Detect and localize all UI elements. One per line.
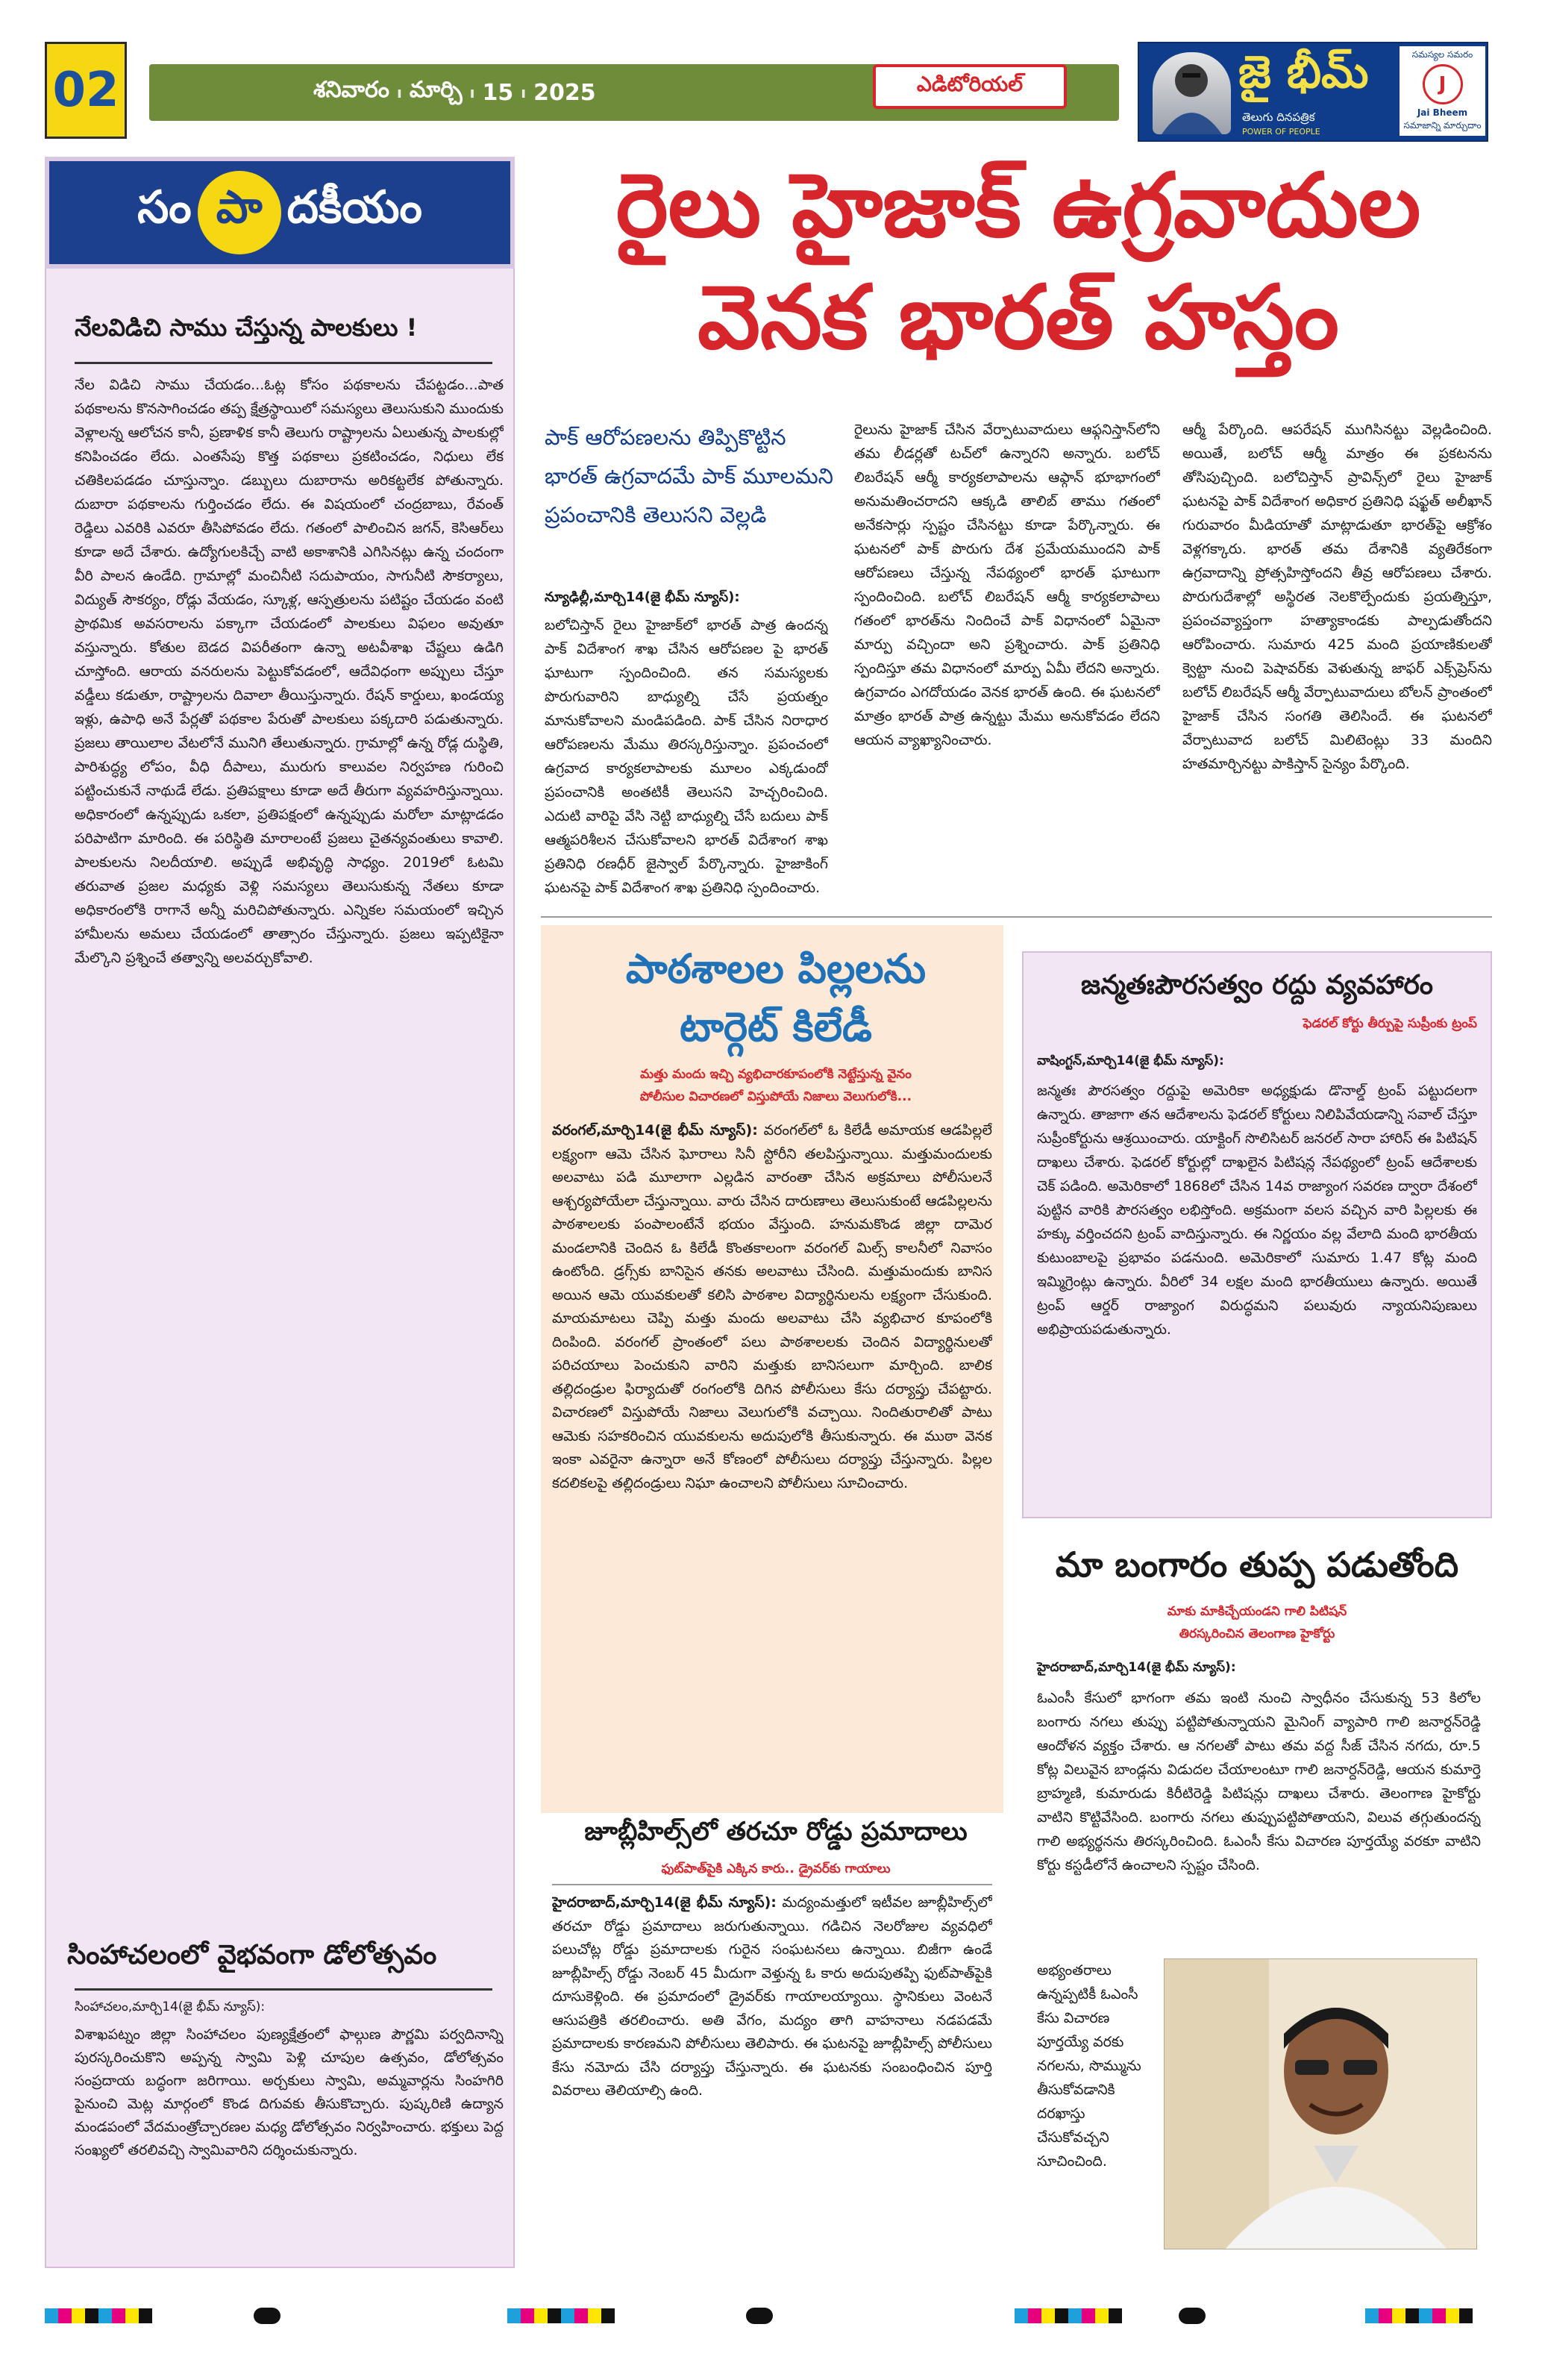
issue-year: 2025 (533, 79, 596, 106)
registration-swatch (574, 2308, 588, 2323)
schools-subheadline-2: పోలీసుల విచారణలో విస్తుపోయే నిజాలు వెలుగులోకి... (639, 1089, 912, 1104)
registration-swatch (601, 2308, 615, 2323)
issue-month: మార్చి (409, 77, 463, 103)
simhachalam-headline: సింహాచలంలో వైభవంగా డోలోత్సవం (67, 1940, 437, 1970)
gold-body: ఓఎంసీ కేసులో భాగంగా తమ ఇంటి నుంచి స్వాధీనం చేసుకున్న 53 కిలోల బంగారు నగలు తుప్పు పట్టిపోతున్నాయని మైనింగ్ వ్యాపారి గాలి జనార్దన్‌రెడ్డి ఆందోళన వ్యక్తం చేశారు. ఆ నగలతో పాటు తమ వద్ద సీజ్ చేసిన నగదు, రూ.5 కోట్ల విలువైన బాండ్లను విడుదల చేయాలంటూ గాలి జనార్దన్‌రెడ్డి, ఆయన కుమార్తె బ్రాహ్మణి, కుమారుడు కిరీటిరెడ్డి పిటిషన్లు దాఖలు చేశారు. తెలంగాణ హైకోర్టు వాటిని కొట్టివేసింది. బంగారు నగలు తుప్పుపట్టిపోతాయని, విలువ తగ్గుతుందన్న గాలి అభ్యర్థనను తిరస్కరించింది. ఓఎంసీ కేసు విచారణ పూర్తయ్యే వరకూ వాటిని కోర్టు కస్టడీలోనే ఉంచాలని స్పష్టం చేసింది. (1037, 1690, 1481, 1873)
main-story-column-3: ఆర్మీ పేర్కొంది. ఆపరేషన్ ముగిసినట్టు వెల్లడించింది. అయితే, బలోచ్ ఆర్మీ మాత్రం ఈ ప్రకటనను తోసిపుచ్చింది. బలోచిస్తాన్ ప్రావిన్స్‌లో రైలు హైజాక్ ఘటనపై పాక్ విదేశాంగ అధికార ప్రతినిధి షఫ్ఖత్ అలీఖాన్ గురువారం మీడియాతో మాట్లాడుతూ భారత్‌పై ఆక్రోశం వెళ్లగక్కారు. భారత్ తమ దేశానికి వ్యతిరేకంగా ఉగ్రవాదాన్ని ప్రోత్సహిస్తోందని తీవ్ర ఆరోపణలు చేశారు. పొరుగుదేశాల్లో అస్థిరత నెలకొల్పేందుకు ప్రయత్నిస్తూ, ప్రపంచవ్యాప్తంగా హత్యాకాండకు పాల్పడుతోందని ఆరోపించారు. సుమారు 425 మంది ప్రయాణికులతో క్వెట్టా నుంచి పెషావర్‌కు వెళుతున్న జాఫర్ ఎక్స్‌ప్రెస్‌ను బలోచ్ లిబరేషన్ ఆర్మీ వేర్పాటువాదులు బోలన్ ప్రాంతంలో హైజాక్ చేసిన సంగతి తెలిసిందే. ఈ ఘటనలో వేర్పాటువాద బలోచ్ మిలిటెంట్లు 33 మందిని హతమార్చినట్టు పాకిస్తాన్ సైన్యం పేర్కొంది. (1182, 422, 1492, 772)
registration-swatch (1446, 2308, 1459, 2323)
registration-swatch (125, 2308, 139, 2323)
registration-swatch (521, 2308, 534, 2323)
page-number: 02 (45, 42, 127, 139)
news-photo (1164, 1958, 1477, 2249)
registration-swatch (507, 2308, 521, 2323)
section-label: ఎడిటోరియల్ (873, 64, 1067, 109)
registration-swatch (98, 2308, 112, 2323)
main-headline-line1: రైలు హైజాక్ ఉగ్రవాదుల (615, 154, 1421, 257)
main-headline (545, 149, 1492, 395)
main-story-deck: పాక్ ఆరోపణలను తిప్పికొట్టిన భారత్ ఉగ్రవాదమే పాక్ మూలమని ప్రపంచానికి తెలుసని వెల్లడి (545, 425, 833, 527)
registration-swatch (1419, 2308, 1432, 2323)
story-divider (541, 916, 1492, 918)
simhachalam-dateline: సింహాచలం,మార్చి14(జై భీమ్ న్యూస్): (75, 1999, 266, 2014)
editorial-label (45, 157, 515, 269)
citizenship-dateline: వాషింగ్టన్,మార్చి14(జై భీమ్ న్యూస్): (1037, 1053, 1224, 1068)
registration-swatch (1109, 2308, 1122, 2323)
citizenship-headline: జన్మతఃపౌరసత్వం రద్దు వ్యవహారం (1080, 970, 1434, 1000)
news-photo-svg (1165, 1959, 1477, 2249)
registration-swatch (1405, 2308, 1419, 2323)
registration-swatch (139, 2308, 152, 2323)
print-registration-strip (0, 2298, 1542, 2335)
registration-pill (1179, 2308, 1206, 2324)
editorial-label-disc: పా (198, 171, 281, 254)
jubilee-divider (552, 1884, 992, 1885)
main-story-column-1: బలోచిస్తాన్ రైలు హైజాక్‌లో భారత్ పాత్ర ఉందన్న పాక్ విదేశాంగ శాఖ చేసిన ఆరోపణల పై భారత్ ఘాటుగా స్పందించింది. తన సమస్యలకు పొరుగువారిని బాధ్యుల్ని చేసే ప్రయత్నం మానుకోవాలని మండిపడింది. పాక్ చేసిన నిరాధార ఆరోపణలను మేము తిరస్కరిస్తున్నాం. ప్రపంచంలో ఉగ్రవాద కార్యకలాపాలకు మూలం ఎక్కడుందో ప్రపంచానికి అంతటికీ తెలుసని హెచ్చరించింది. ఎదుటి వారిపై వేసి నెట్టి బాధ్యుల్ని చేసే బదులు పాక్ ఆత్మపరిశీలన చేసుకోవాలని భారత్ విదేశాంగ శాఖ ప్రతినిధి రణధీర్ జైస్వాల్ పేర్కొన్నారు. హైజాకింగ్ ఘటనపై పాక్ విదేశాంగ శాఖ ప్రతినిధి స్పందించారు. (545, 617, 828, 896)
registration-swatch (561, 2308, 574, 2323)
registration-pill (254, 2308, 280, 2324)
masthead-side-bottom: సమాజాన్ని మార్చుదాం (1403, 119, 1482, 131)
main-story-column-2: రైలును హైజాక్ చేసిన వేర్పాటువాదులు ఆఫ్గనిస్తాన్‌లోని తమ లీడర్లతో టచ్‌లో ఉన్నారని అన్నారు. బలోచ్ లిబరేషన్ ఆర్మీ కార్యకలాపాలను ఆఫ్గాన్ భూభాగంలో అనుమతించరాదని ఆక్కడి తాలిబ్ తాము గతంలో అనేకసార్లు స్పష్టం చేసినట్టు కూడా పేర్కొన్నారు. ఈ ఘటనలో పాక్ పొరుగు దేశ ప్రమేయముందని పాక్ ఆరోపణలు చేస్తున్న నేపథ్యంలో భారత్ ఘాటుగా స్పందించింది. బలోచ్ లిబరేషన్ ఆర్మీ కార్యకలాపాలు గతంలో భారత్‌ను నిందించే పాక్ విధానంలో ఏమైనా మార్పు వచ్చిందా అని ప్రశ్నించారు. పాక్ ప్రతినిధి స్పందిస్తూ తమ విధానంలో మార్పు ఏమీ లేదని అన్నారు. ఉగ్రవాదం ఎగదోయడం వెనక భారత్ ఉంది. ఈ ఘటనలో మాత్రం భారత్ పాత్ర ఉన్నట్టు మేము అనుకోవడం లేదని ఆయన వ్యాఖ్యానించారు. (854, 422, 1160, 748)
editorial-label-right: దకీయం (286, 181, 422, 234)
registration-swatch (72, 2308, 85, 2323)
registration-swatch (534, 2308, 548, 2323)
simhachalam-divider (75, 1988, 492, 1991)
schools-headline (552, 940, 1000, 1059)
registration-swatch (1015, 2308, 1028, 2323)
gold-subheadline-1: మాకు మాకిచ్చేయండని గాలి పిటిషన్ (1167, 1604, 1347, 1619)
registration-swatch (1392, 2308, 1405, 2323)
issue-date-number: 15 (482, 79, 514, 106)
editorial-headline: నేలవిడిచి సాము చేస్తున్న పాలకులు ! (75, 313, 418, 342)
jubilee-body-text: మద్యంమత్తులో ఇటీవల జూబ్లీహిల్స్‌లో తరచూ రోడ్డు ప్రమాదాలు జరుగుతున్నాయి. గడిచిన నెలరోజుల వ్యవధిలో పలుచోట్ల రోడ్డు ప్రమాదాలకు గురైన సంఘటనలు ఉన్నాయి. బిజీగా ఉండే జూబ్లీహిల్స్ రోడ్డు నెంబర్ 45 మీదుగా వెళ్తున్న ఓ కారు అదుపుతప్పి ఫుట్‌పాత్‌పైకి దూసుకెళ్లింది. ఈ ప్రమాదంలో డ్రైవర్‌కు గాయాలయ్యాయి. స్థానికులు వెంటనే ఆసుపత్రికి తరలించారు. అతి వేగం, మద్యం తాగి వాహనాలు నడపడమే ప్రమాదాలకు కారణమని పోలీసులు తెలిపారు. ఈ ఘటనపై జూబ్లీహిల్స్ పోలీసులు కేసు నమోదు చేసి దర్యాప్తు చేస్తున్నారు. ఈ ఘటనకు సంబంధించిన పూర్తి వివరాలు తెలియాల్సి ఉంది. (552, 1894, 992, 2099)
schools-body-text: వరంగల్‌లో ఓ కిలేడీ అమాయక ఆడపిల్లలే లక్ష్యంగా ఆమె చేసిన ఘోరాలు సినీ స్టోరీని తలపిస్తున్నాయి. మత్తుమందులకు అలవాటు పడి మూలాగా ఎల్లడిన వారంతా చేసిన అక్రమాలు పోలీసులనే ఆశ్చర్యపోయేలా చేస్తున్నాయి. వారు చేసిన దారుణాలు తెలుసుకుంటే ఆడపిల్లలను పాఠశాలలకు పంపాలంటేనే భయం వేస్తుంది. హనుమకొండ జిల్లా దామెర మండలానికి చెందిన ఓ కిలేడీ కొంతకాలంగా వరంగల్ మిల్స్ కాలనీలో నివాసం ఉంటోంది. డ్రగ్స్‌కు బానిసైన తనకు అలవాటు చేసింది. మత్తుమందుకు బానిస అయిన ఆమె యువకులతో కలిసి పాఠశాల విద్యార్థినులను లక్ష్యంగా చేసుకుంది. మాయమాటలు చెప్పి మత్తు మందు అలవాటు చేసి వ్యభిచార కూపంలోకి దింపింది. వరంగల్ ప్రాంతంలో పలు పాఠశాలలకు చెందిన విద్యార్థినులతో పరిచయాలు పెంచుకుని వారిని మత్తుకు బానిసలుగా మార్చింది. బాలిక తల్లిదండ్రుల ఫిర్యాదుతో రంగంలోకి దిగిన పోలీసులు కేసు దర్యాప్తు చేపట్టారు. విచారణలో విస్తుపోయే నిజాలు వెలుగులోకి వచ్చాయి. నిందితురాలితో పాటు ఆమెకు సహకరించిన యువకులను అదుపులోకి తీసుకున్నారు. ఈ ముఠా వెనక ఇంకా ఎవరైనా ఉన్నారా అనే కోణంలో పోలీసులు దర్యాప్తు చేస్తున్నారు. పిల్లల కదలికలపై తల్లిదండ్రులు నిఘా ఉంచాలని పోలీసులు సూచించారు. (552, 1122, 992, 1491)
registration-swatch (112, 2308, 125, 2323)
masthead-subtitle-text: తెలుగు దినపత్రిక (1242, 110, 1315, 124)
registration-pill (746, 2308, 773, 2324)
masthead-side-panel (1400, 46, 1485, 136)
registration-swatch (1095, 2308, 1109, 2323)
editorial-body: నేల విడిచి సాము చేయడం...ఓట్ల కోసం పథకాలను చేపట్టడం...పాత పథకాలను కొనసాగించడం తప్ప క్షేత్రస్థాయిలో సమస్యలు తెలుసుకుని ముందుకు వెళ్లాలన్న ఆలోచన కానీ, ప్రణాళిక కానీ తెలుగు రాష్ట్రాలను ఏలుతున్న పాలకుల్లో కనిపించడం లేదు. ఎంతసేపు కొత్త పథకాలు ప్రకటించడం, నిధులు లేక చతికిలపడడం చూస్తున్నాం. డబ్బులు దుబారాను అరికట్టలేక పోతున్నారు. దుబారా పథకాలను గుర్తించడం లేదు. ఈ విషయంలో చంద్రబాబు, రేవంత్ రెడ్డిలు ఎవరికి ఎవరూ తీసిపోవడం లేదు. గతంలో పాలించిన జగన్, కెసిఆర్‌లు కూడా అదే చేశారు. ఉద్యోగులకిచ్చే వాటి అకాశానికి ఎగిసినట్లు ఉన్న చందంగా వీరి పాలన ఉండేది. గ్రామాల్లో మంచినీటి సదుపాయం, సాగునీటి సౌకర్యాలు, విద్యుత్ సౌకర్యం, రోడ్లు వేయడం, స్కూళ్ల, ఆస్పత్రులను పటిష్టం చేయడం వంటి ప్రాథమిక అవసరాలను పక్కాగా చేయడంలో పాలకులు విఫలం అవుతూ వస్తున్నారు. కోతుల బెడద విపరీతంగా ఉన్నా అటవీశాఖ చేష్టలు ఉడిగి చూస్తోంది. ఆరాయ వనరులను పెట్టుకోవడంలో, ఆదేవిధంగా అప్పులు చేస్తూ వడ్డీలు కడుతూ, రాష్ట్రాలను దివాలా తీయిస్తున్నారు. రేషన్ కార్డులు, ఖండయ్య ఇళ్లు, ఉపాధి అనే పేర్లతో పథకాల పేరుతో పాలకులు పక్కదారి పడుతున్నారు. ప్రజలు తాయిలాల వేటలోనే మునిగి తేలుతున్నారు. గ్రామాల్లో ఉన్న రోడ్ల దుస్థితి, పారిశుద్ధ్య లోపం, వీధి దీపాలు, మురుగు కాలువల నిర్వహణ గురించి పట్టించుకునే నాథుడే లేడు. ప్రతిపక్షాలు కూడా అదే తీరుగా వ్యవహరిస్తున్నాయి. అధికారంలో ఉన్నప్పుడు ఒకలా, ప్రతిపక్షంలో ఉన్నప్పుడు మరోలా మాట్లాడడం పరిపాటిగా మారింది. ఈ పరిస్థితి మారాలంటే ప్రజలు చైతన్యవంతులు కావాలి. పాలకులను నిలదీయాలి. అప్పుడే అభివృద్ధి సాధ్యం. 2019లో ఓటమి తరువాత ప్రజల మధ్యకు వెళ్లి సమస్యలు తెలుసుకున్న నేతలు కూడా అధికారంలోకి రాగానే అన్నీ మరిచిపోతున్నారు. ఎన్నికల సమయంలో ఇచ్చిన హామీలను అమలు చేయడంలో తాత్సారం చేస్తున్నారు. ప్రజలు ఇప్పటికైనా మేల్కొని ప్రశ్నించే తత్వాన్ని అలవర్చుకోవాలి. (75, 377, 504, 966)
schools-headline-line2: టార్గెట్ కిలేడీ (680, 1003, 872, 1050)
masthead-tagline: POWER OF PEOPLE (1242, 127, 1320, 137)
registration-swatch (1028, 2308, 1041, 2323)
masthead-subtitle (1242, 110, 1391, 137)
portrait-svg (1153, 52, 1231, 134)
issue-date: శనివారం ı మార్చి ı 15 ı 2025 (313, 73, 701, 112)
editorial-label-left: సం (137, 181, 192, 234)
jubilee-body (552, 1891, 992, 2272)
registration-swatch (588, 2308, 601, 2323)
issue-day: శనివారం (313, 77, 389, 103)
registration-swatch (1082, 2308, 1095, 2323)
jubilee-headline: జూబ్లీహిల్స్‌లో తరచూ రోడ్డు ప్రమాదాలు (584, 1817, 968, 1847)
masthead-side-brand: Jai Bheem (1417, 107, 1468, 118)
registration-swatch (1459, 2308, 1473, 2323)
registration-swatch (85, 2308, 98, 2323)
main-story-dateline: న్యూఢిల్లీ,మార్చి14(జై భీమ్ న్యూస్): (545, 589, 740, 605)
schools-dateline: వరంగల్,మార్చి14(జై భీమ్ న్యూస్): (552, 1122, 758, 1139)
simhachalam-body: విశాఖపట్నం జిల్లా సింహాచలం పుణ్యక్షేత్రంలో ఫాల్గుణ పౌర్ణమి పర్వదినాన్ని పురస్కరించుకొని అప్పన్న స్వామి పెళ్లి చూపుల ఉత్సవం, డోలోత్సవం సంప్రదాయ బద్ధంగా జరిగాయి. అర్చకులు స్వామి, అమ్మవార్లను సింహగిరి పైనుంచి మెట్ల మార్గంలో కొండ దిగువకు తీసుకొచ్చారు. పుష్కరిణి ఉద్యాన మండపంలో వేదమంత్రోచ్చారణల మధ్య డోలోత్సవం నిర్వహించారు. భక్తులు పెద్ద సంఖ్యలో తరలివచ్చి స్వామివారిని దర్శించుకున్నారు. (75, 2026, 504, 2158)
gold-headline: మా బంగారం తుప్ప పడుతోంది (1055, 1544, 1459, 1585)
registration-swatch (1068, 2308, 1082, 2323)
gold-dateline: హైదరాబాద్,మార్చి14(జై భీమ్ న్యూస్): (1037, 1660, 1236, 1675)
schools-subheadline-1: మత్తు మందు ఇచ్చి వ్యభిచారకూపంలోకి నెట్టేస్తున్న వైనం (640, 1067, 912, 1082)
registration-swatch (1365, 2308, 1379, 2323)
gold-body-continued: అభ్యంతరాలు ఉన్నప్పటికీ ఓఎంసీ కేసు విచారణ పూర్తయ్యే వరకు నగలను, సొమ్మును తీసుకోవడానికి దరఖాస్తు చేసుకోవచ్చని సూచించింది. (1037, 1962, 1141, 2170)
masthead-title: జై భీమ్ (1238, 46, 1369, 98)
registration-swatch (548, 2308, 561, 2323)
editorial-divider (75, 362, 492, 364)
schools-headline-line1: పాఠశాలల పిల్లలను (625, 945, 927, 992)
gold-subheadline-2: తిరస్కరించిన తెలంగాణ హైకోర్టు (1179, 1626, 1335, 1641)
masthead-side-top: సమస్యల సమరం (1411, 49, 1473, 60)
citizenship-subheadline: ఫెడరల్ కోర్టు తీర్పుపై సుప్రీంకు ట్రంప్ (1303, 1016, 1477, 1031)
registration-swatch (1055, 2308, 1068, 2323)
jubilee-subheadline: ఫుట్‌పాత్‌పైకి ఎక్కిన కారు.. డ్రైవర్‌కు గాయాలు (661, 1861, 891, 1876)
jai-bheem-logo-icon: J (1423, 64, 1463, 104)
registration-swatch (58, 2308, 72, 2323)
registration-swatch (45, 2308, 58, 2323)
jubilee-dateline: హైదరాబాద్,మార్చి14(జై భీమ్ న్యూస్): (552, 1894, 777, 1911)
registration-swatch (1379, 2308, 1392, 2323)
registration-swatch (1041, 2308, 1055, 2323)
main-headline-line2: వెనక భారత్ హస్తం (698, 266, 1339, 369)
registration-swatch (1432, 2308, 1446, 2323)
citizenship-body: జన్మతః పౌరసత్వం రద్దుపై అమెరికా అధ్యక్షుడు డొనాల్డ్ ట్రంప్ పట్టుదలగా ఉన్నారు. తాజాగా తన ఆదేశాలను ఫెడరల్ కోర్టులు నిలిపివేయడాన్ని సవాల్ చేస్తూ సుప్రీంకోర్టును ఆశ్రయించారు. యాక్టింగ్ సొలిసిటర్ జనరల్ సారా హారిస్ ఈ పిటిషన్ దాఖలు చేశారు. ఫెడరల్ కోర్టుల్లో దాఖలైన పిటిషన్ల నేపథ్యంలో ట్రంప్ ఆదేశాలకు చెక్ పడింది. అమెరికాలో 1868లో చేసిన 14వ రాజ్యాంగ సవరణ ద్వారా దేశంలో పుట్టిన వారికి పౌరసత్వం లభిస్తోంది. అక్రమంగా వలస వచ్చిన వారి పిల్లలకు ఈ హక్కు వర్తించదని ట్రంప్ వాదిస్తున్నారు. ఈ నిర్ణయం వల్ల వేలాది మంది భారతీయ కుటుంబాలపై ప్రభావం పడనుంది. అమెరికాలో సుమారు 1.47 కోట్ల మంది ఇమ్మిగ్రెంట్లు ఉన్నారు. వీరిలో 34 లక్షల మంది భారతీయులు ఉన్నారు. అయితే ట్రంప్ ఆర్డర్ రాజ్యాంగ విరుద్ధమని పలువురు న్యాయనిపుణులు అభిప్రాయపడుతున్నారు. (1037, 1083, 1477, 1338)
schools-story-body (552, 1119, 992, 1806)
ambedkar-portrait-icon (1153, 52, 1231, 134)
